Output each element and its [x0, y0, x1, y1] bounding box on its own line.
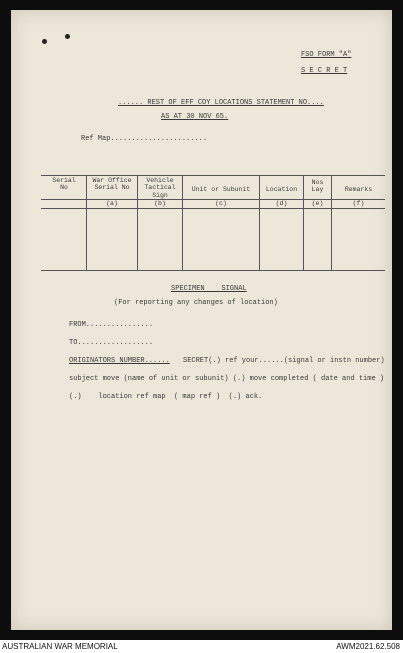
column-header-remarks: Remarks [344, 186, 373, 193]
column-header-war-office: War Office Serial No [92, 177, 132, 192]
column-code: (c) [215, 200, 227, 207]
form-label: FSO FORM "A" [301, 51, 352, 59]
signal-title: SPECIMEN SIGNAL [171, 285, 247, 293]
signal-to: TO.................. [69, 339, 154, 347]
table-top-rule [41, 175, 385, 176]
signal-subtitle: (For reporting any changes of location) [114, 299, 278, 307]
column-code: (e) [311, 200, 324, 207]
archive-footer [0, 640, 403, 653]
column-header-location: Location [265, 186, 298, 193]
document-page [11, 10, 392, 630]
signal-line-1: SECRET(.) ref your......(signal or instn number) [183, 357, 385, 365]
column-code: (b) [154, 200, 166, 207]
originators-number: ORIGINATORS NUMBER...... [69, 357, 170, 365]
archive-reference: AWM2021.62.508 [336, 642, 400, 651]
table-bottom-rule [41, 270, 385, 271]
signal-line-2: subject move (name of unit or subunit) (.) move completed ( date and time ) [69, 375, 385, 383]
signal-line-3: (.) location ref map ( map ref ) (.) ack. [69, 393, 263, 401]
column-header-vehicle: Vehicle Tactical Sign [144, 177, 176, 199]
column-header-serial: Serial No [52, 177, 76, 192]
signal-from: FROM................ [69, 321, 154, 329]
column-header-unit: Unit or Subunit [191, 186, 251, 193]
column-code: (a) [106, 200, 118, 207]
archive-name: AUSTRALIAN WAR MEMORIAL [2, 642, 118, 651]
location-table [41, 166, 385, 271]
classification-label: S E C R E T [301, 67, 348, 75]
punch-hole-left [42, 39, 47, 44]
column-header-nos: Nos Lay [311, 179, 324, 194]
column-code: (d) [275, 200, 288, 207]
ref-map-line: Ref Map....................... [81, 135, 208, 143]
punch-hole-right [65, 34, 70, 39]
table-code-rule [41, 208, 385, 209]
statement-date: AS AT 30 NOV 65. [161, 113, 229, 121]
statement-title: ...... REST OF EFF COY LOCATIONS STATEMENT NO.... [118, 99, 324, 107]
column-code: (f) [352, 200, 365, 207]
